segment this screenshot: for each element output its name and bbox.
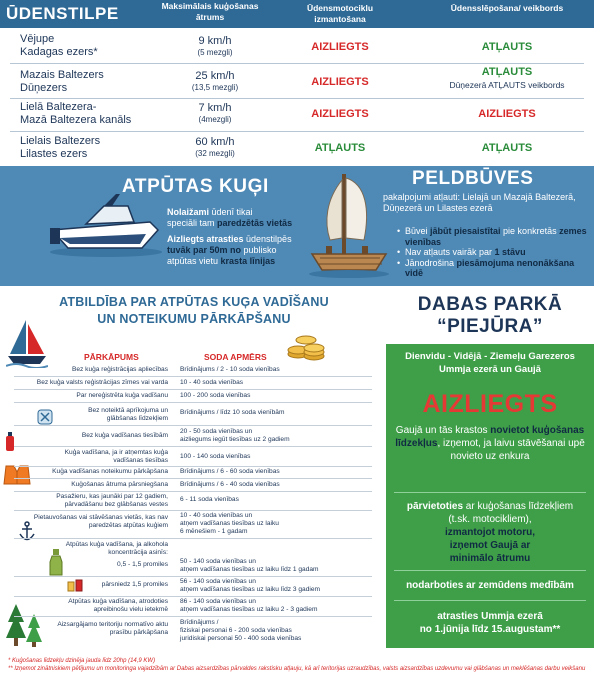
sail-note: Dūņezerā ATĻAUTS veikbords [449, 80, 565, 90]
row-divider [10, 63, 584, 64]
sail-status: ATĻAUTS [481, 142, 533, 154]
speed-table [0, 0, 594, 166]
fine-text: Brīdinājums / 2 - 10 soda vienības [180, 366, 280, 373]
place-name: Mazā Baltezera kanāls [20, 114, 132, 126]
fine-col-header: SODA APMĒRS [204, 352, 267, 362]
fine-text: 10 - 40 soda vienības un atņem vadīšanas tiesības uz laiku 6 mēnešiem - 1 gadam [180, 512, 279, 535]
fine-text: 50 - 140 soda vienības un atņem vadīšanas tiesības uz laiku līdz 1 gadam [180, 558, 319, 573]
rule-mooring: Gaujā un tās krastos novietot kuģošanas līdzekļus, izņemot, ja laivu stāvēšanai upē novieto uz enkura [395, 425, 585, 462]
col-place-header: ŪDENSTILPE [6, 4, 119, 23]
row-divider [10, 98, 584, 99]
list-item: • Būvei jābūt piesaistītai pie konkretās zemes vienības [397, 226, 587, 247]
row-divider [14, 466, 372, 467]
row-divider [14, 446, 372, 447]
rafts-intro: pakalpojumi atļauti: Lielajā un Mazajā Baltezerā, Dūņezerā un Lilastes ezerā [383, 192, 576, 213]
col-sail-header: Ūdensslēpošana/ veikbords [450, 3, 564, 13]
sail-status: AIZLIEGTS [478, 108, 536, 120]
fire-extinguisher-icon [4, 430, 16, 452]
phone-icon [36, 408, 54, 426]
sailboat-icon [6, 318, 48, 368]
violation-col-header: PĀRKĀPUMS [84, 352, 139, 362]
fine-text: 100 - 140 soda vienības [180, 453, 251, 460]
violation-text: Par nereģistrēta kuģa vadīšanu [76, 392, 168, 399]
violation-text: Pietauvošanas vai stāvēšanas vietās, kas nav paredzētas atpūtas kuģiem [33, 514, 168, 529]
violation-text: Kuģošanas ātruma pārsniegšana [71, 481, 168, 488]
sail-status: ATĻAUTS [481, 41, 533, 53]
park-zones: Dienvidu - Vidējā - Ziemeļu Garezeros Ummja ezerā un Gaujā [405, 351, 575, 375]
banned-heading: AIZLIEGTS [422, 390, 558, 418]
moto-status: AIZLIEGTS [311, 108, 369, 120]
moto-status: AIZLIEGTS [311, 41, 369, 53]
speed-value: 7 km/h [198, 102, 232, 114]
footnote-2: ** Izņemot zinātniskiem pētījumu un monitoringa vajadzībām ar Dabas aizsardzības pārvaldes rakstisku atļauju, kā arī teritorijas uzraudzības, valsts aizsardzības uzdevumu vai glābšanas un meklēšanas darbu veikšanu [8, 666, 586, 672]
boats-launch-text: Nolaižami ūdenī tikai speciāli tam paredzētās vietās [167, 207, 293, 228]
footnote-1: * Kuģošanas līdzekļu dzinēja jauda līdz 20hp (14,9 KW) [8, 658, 156, 664]
rule-ummis-lake: atrasties Ummja ezerā no 1.jūnija līdz 15.augustam** [419, 611, 561, 635]
list-item: • Jānodrošina piesāmojuma nenonākšana vidē [397, 258, 587, 279]
violation-text: pārsniedz 1,5 promiles [101, 581, 168, 588]
row-divider [14, 389, 372, 390]
place-name: Lielais Baltezers [20, 135, 101, 147]
speed-value: 60 km/h [195, 136, 235, 148]
fine-text: 100 - 200 soda vienības [180, 392, 251, 399]
fine-text: 20 - 50 soda vienības un aizliegums iegūt tiesības uz 2 gadiem [180, 428, 290, 443]
table-row [0, 134, 594, 164]
row-divider [14, 478, 372, 479]
violation-text: Bez kuģa reģistrācijas apliecības [71, 366, 168, 373]
speed-knots: (4mezgli) [198, 115, 232, 124]
boats-distance-text: Aizliegts atrasties ūdenstilpēs tuvāk par 50m no publisko atpūtas vietu krasta līnijas [167, 234, 292, 266]
speed-knots: (32 mezgli) [195, 149, 235, 158]
violation-text: Bez kuģa vadīšanas tiesībām [81, 432, 168, 439]
motorboat-icon [46, 188, 164, 260]
boats-title: ATPŪTAS KUĢI [122, 176, 269, 197]
place-name: Dūņezers [20, 82, 68, 94]
fine-text: 6 - 11 soda vienības [180, 496, 239, 503]
violation-text: Atpūtas kuģa vadīšana, ja alkohola koncentrācija asinīs: [65, 541, 168, 556]
place-name: Lilastes ezers [20, 148, 88, 160]
table-row [0, 100, 594, 130]
tree-icon [4, 600, 44, 648]
row-divider [10, 131, 584, 132]
bottle-icon [48, 548, 64, 576]
speed-value: 9 km/h [198, 35, 232, 47]
rafts-rules-list [397, 226, 587, 279]
violation-text: Atpūtas kuģa vadīšana, atrodoties apreibinošu vielu ietekmē [68, 598, 168, 613]
violation-text: 0,5 - 1,5 promiles [117, 561, 168, 568]
fine-text: Brīdinājums / līdz 10 soda vienībām [180, 409, 285, 416]
park-rules-box [386, 344, 594, 648]
rafts-title: PELDBŪVES [412, 168, 534, 189]
raft-icon [306, 170, 392, 282]
bottles-icon [66, 576, 90, 592]
col-moto-header: Ūdensmotociklu izmantošana [306, 3, 374, 24]
row-divider [14, 596, 372, 597]
row-divider [14, 616, 372, 617]
footnotes [0, 652, 594, 684]
row-divider [14, 538, 372, 539]
park-title: DABAS PARKĀ “PIEJŪRA” [417, 294, 563, 337]
fine-text: Brīdinājums / 6 - 40 soda vienības [180, 481, 280, 488]
fine-text: Brīdinājums / fiziskai personai 6 - 200 soda vienības juridiskai personai 50 - 400 soda vienības [180, 619, 302, 642]
row-divider [14, 425, 372, 426]
violation-text: Kuģa vadīšanas noteikumu pārkāpšana [52, 468, 168, 475]
table-row [0, 66, 594, 98]
violation-text: Bez noteiktā aprīkojuma un glābšanas līdzekļiem [88, 407, 168, 422]
boats-rafts-band [0, 166, 594, 286]
rule-divider [394, 492, 586, 493]
violation-text: Pasažieru, kas jaunāki par 12 gadiem, pārvadāšanu bez glābšanas vestes [56, 493, 168, 508]
row-divider [14, 491, 372, 492]
place-name: Vējupe [20, 33, 55, 45]
fine-text: Brīdinājums / 6 - 60 soda vienības [180, 468, 280, 475]
life-jacket-icon [2, 464, 32, 486]
row-divider [14, 576, 372, 577]
fine-text: 56 - 140 soda vienības un atņem vadīšanas tiesības uz laiku līdz 3 gadiem [180, 578, 321, 593]
speed-knots: (13,5 mezgli) [191, 83, 239, 92]
row-divider [14, 510, 372, 511]
penalties-title: ATBILDĪBA PAR ATPŪTAS KUĢA VADĪŠANU UN NOTEIKUMU PĀRKĀPŠANU [59, 295, 329, 326]
fine-text: 10 - 40 soda vienības [180, 379, 244, 386]
coins-icon [286, 330, 326, 362]
rule-spearfishing: nodarboties ar zemūdens medībām [406, 580, 574, 591]
violation-text: Aizsargājamo teritoriju normatīvo aktu prasību pārkāpšana [57, 621, 168, 636]
speed-value: 25 km/h [195, 70, 235, 82]
place-name: Mazais Baltezers [20, 69, 104, 81]
rule-movement: pārvietoties ar kuģošanas līdzekļiem (t.sk. motocikliem), izmantojot motoru, izņemot Gaujā ar minimālo ātrumu [406, 501, 574, 564]
fine-text: 86 - 140 soda vienības un atņem vadīšanas tiesības uz laiku 2 - 3 gadiem [180, 598, 318, 613]
row-divider [14, 376, 372, 377]
list-item: • Nav atļauts vairāk par 1 stāvu [397, 247, 587, 258]
moto-status: ATĻAUTS [314, 142, 366, 154]
col-speed-header: Maksimālais kuģošanas ātrums [161, 1, 259, 22]
violation-text: Kuģa vadīšana, ja ir atņemtas kuģa vadīšanas tiesības [64, 449, 168, 464]
row-divider [14, 402, 372, 403]
sail-status: ATĻAUTS [481, 66, 533, 78]
table-header [0, 0, 594, 28]
place-name: Lielā Baltezera- [20, 101, 97, 113]
speed-knots: (5 mezgli) [197, 48, 233, 57]
rule-divider [394, 570, 586, 571]
rule-divider [394, 600, 586, 601]
table-row [0, 32, 594, 62]
moto-status: AIZLIEGTS [311, 76, 369, 88]
violation-text: Bez kuģa valsts reģistrācijas zīmes vai varda [36, 379, 168, 386]
place-name: Kadagas ezers* [20, 46, 98, 58]
